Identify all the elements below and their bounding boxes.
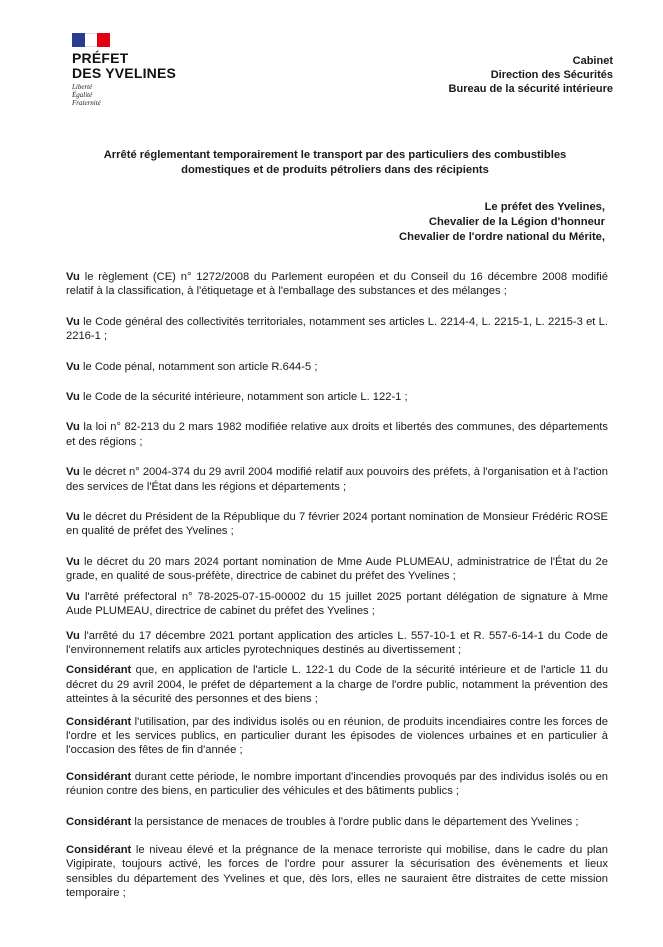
clause-text: l'arrêté préfectoral n° 78-2025-07-15-00002 du 15 juillet 2025 portant délégation de signature à Mme Aude PLUMEAU, directrice de cabinet du préfet des Yvelines ; <box>66 590 608 618</box>
clause-keyword: Vu <box>66 511 80 524</box>
clause-text: le décret du Président de la République du 7 février 2024 portant nomination de Monsieur Frédéric ROSE en qualité de préfet des Yvelines ; <box>66 511 608 538</box>
clause-text: le Code général des collectivités territoriales, notamment ses articles L. 2214-4, L. 2215-1, L. 2215-3 et L. 2216-1 ; <box>66 315 608 343</box>
clause-vu-reglement-ce <box>66 270 608 299</box>
title-line-1: Arrêté réglementant temporairement le transport par des particuliers des combustibles <box>103 149 567 161</box>
clause-keyword: Vu <box>66 421 80 434</box>
clause-keyword: Vu <box>66 315 80 328</box>
clause-text: le règlement (CE) n° 1272/2008 du Parlement européen et du Conseil du 16 décembre 2008 modifié relatif à la classification, à l'étiquetage et à l'emballage des substances et des mélanges ; <box>66 271 608 298</box>
clause-considerant-ordre-public <box>66 663 608 706</box>
document-body <box>66 270 608 901</box>
clause-text: l'arrêté du 17 décembre 2021 portant application des articles L. 557-10-1 et R. 557-6-14-1 du Code de l'environnement relatifs aux articles pyrotechniques destinés au divertissement ; <box>66 629 608 656</box>
clause-text: le décret n° 2004-374 du 29 avril 2004 modifié relatif aux pouvoirs des préfets, à l'organisation et à l'action des services de l'État dans les régions et départements ; <box>66 466 608 493</box>
clause-vu-arrete-pyrotechnie <box>66 629 608 658</box>
clause-vu-code-penal <box>66 360 608 374</box>
document-title <box>70 148 600 178</box>
clause-keyword: Considérant <box>66 770 132 783</box>
clause-text: la loi n° 82-213 du 2 mars 1982 modifiée relative aux droits et libertés des communes, des départements et des régions ; <box>66 421 608 448</box>
header-bureau: Bureau de la sécurité intérieure <box>448 83 613 95</box>
signatory-line-1: Le préfet des Yvelines, <box>484 201 605 213</box>
header-direction: Direction des Sécurités <box>490 69 613 81</box>
clause-keyword: Vu <box>66 629 80 642</box>
clause-keyword: Vu <box>66 271 80 283</box>
clause-keyword: Considérant <box>66 664 132 677</box>
clause-vu-cgct <box>66 315 608 344</box>
clause-keyword: Considérant <box>66 815 132 828</box>
logo-motto <box>72 83 202 107</box>
signatory-line-3: Chevalier de l'ordre national du Mérite, <box>399 231 605 243</box>
clause-considerant-menaces <box>66 815 608 829</box>
logo-title-line2: DES YVELINES <box>72 65 177 81</box>
clause-text: le Code de la sécurité intérieure, notamment son article L. 122-1 ; <box>79 391 408 404</box>
clause-keyword: Vu <box>66 590 80 603</box>
logo-title-line1: PRÉFET <box>72 50 129 66</box>
clause-vu-decret-nomination-directrice <box>66 555 608 584</box>
motto-fraternite: Fraternité <box>72 99 101 107</box>
header-cabinet: Cabinet <box>572 55 613 67</box>
clause-text: durant cette période, le nombre important d'incendies provoqués par des individus isolés ou en réunion contre des biens, en particulier des véhicules et des bâtiments publics ; <box>66 770 608 798</box>
clause-vu-csi <box>66 390 608 404</box>
clause-keyword: Vu <box>66 466 80 479</box>
clause-vu-loi-1982 <box>66 420 608 449</box>
clause-text: que, en application de l'article L. 122-1 du Code de la sécurité intérieure et de l'article 11 du décret du 29 avril 2004, le préfet de département a la charge de l'ordre public, notamment la prévention des atteintes à la sécurité des personnes et des biens ; <box>66 664 608 706</box>
title-line-2: domestiques et de produits pétroliers dans des récipients <box>181 164 489 176</box>
clause-text: l'utilisation, par des individus isolés ou en réunion, de produits incendiaires contre les forces de l'ordre et les services publics, en particulier durant les épisodes de violences urbaines et en particulier à l'occasion des fêtes de fin d'année ; <box>66 715 608 757</box>
clause-keyword: Vu <box>66 360 80 373</box>
clause-keyword: Vu <box>66 555 80 568</box>
marianne-flag-icon <box>72 33 110 47</box>
clause-text: le niveau élevé et la prégnance de la menace terroriste qui mobilise, dans le cadre du plan Vigipirate, toujours activé, les forces de l'ordre pour assurer la sécurisation des évènements et lieux sensibles du département des Yvelines et que, dès lors, elles ne sauraient être distraites de cette mission temporaire ; <box>66 843 608 900</box>
clause-considerant-produits-incendiaires <box>66 715 608 758</box>
clause-vu-arrete-delegation <box>66 590 608 619</box>
clause-vu-decret-nomination-prefet <box>66 510 608 539</box>
clause-vu-decret-2004 <box>66 465 608 494</box>
motto-egalite: Égalité <box>72 91 93 99</box>
clause-keyword: Considérant <box>66 843 132 856</box>
motto-liberte: Liberté <box>72 83 93 91</box>
prefecture-logo <box>72 33 202 107</box>
service-header <box>449 54 613 96</box>
clause-keyword: Vu <box>66 391 80 404</box>
signatory-block <box>399 200 605 245</box>
clause-keyword: Considérant <box>66 715 132 728</box>
clause-text: la persistance de menaces de troubles à l'ordre public dans le département des Yvelines ; <box>131 815 579 828</box>
clause-considerant-terrorisme <box>66 843 608 901</box>
signatory-line-2: Chevalier de la Légion d'honneur <box>428 216 605 228</box>
clause-considerant-incendies <box>66 770 608 799</box>
clause-text: le décret du 20 mars 2024 portant nomination de Mme Aude PLUMEAU, administratrice de l'État du 2e grade, en qualité de sous-préfète, directrice de cabinet du préfet des Yvelines ; <box>66 555 608 583</box>
clause-text: le Code pénal, notamment son article R.644-5 ; <box>79 360 318 373</box>
